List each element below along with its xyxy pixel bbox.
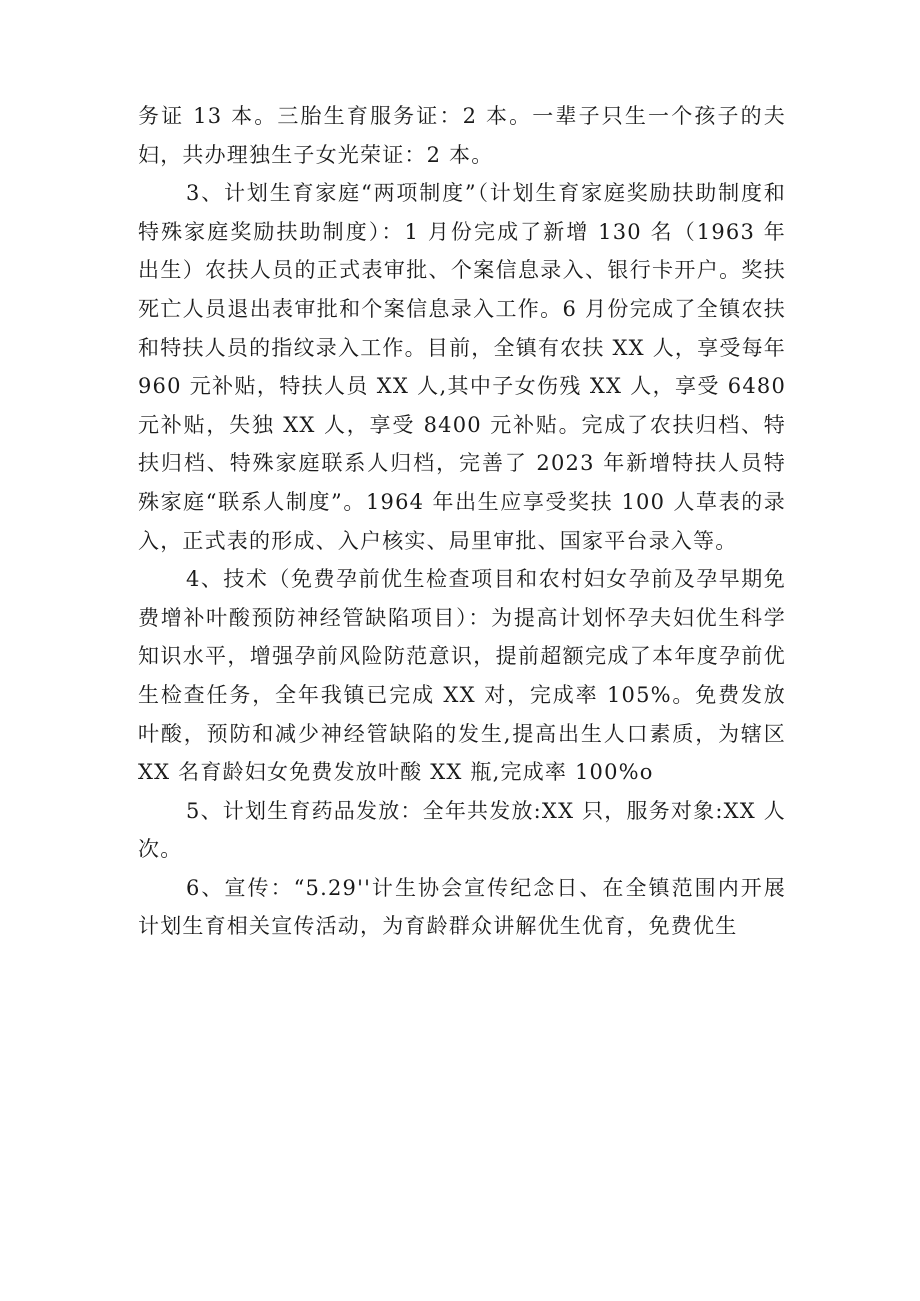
- paragraph-two-systems: 3、计划生育家庭“两项制度”（计划生育家庭奖励扶助制度和特殊家庭奖励扶助制度）：1 月份完成了新增 130 名（1963 年出生）农扶人员的正式表审批、个案信息录入、银行卡开户。奖扶死亡人员退出表审批和个案信息录入工作。6 月份完成了全镇农扶和特扶人员的指纹录入工作。目前，全镇有农扶 XX 人，享受每年 960 元补贴，特扶人员 XX 人,其中子女伤残 XX 人，享受 6480 元补贴，失独 XX 人，享受 8400 元补贴。完成了农扶归档、特扶归档、特殊家庭联系人归档，完善了 2023 年新增特扶人员特殊家庭“联系人制度”。1964 年出生应享受奖扶 100 人草表的录入，正式表的形成、入户核实、局里审批、国家平台录入等。: [138, 181, 786, 553]
- paragraph-continuation: 务证 13 本。三胎生育服务证：2 本。一辈子只生一个孩子的夫妇，共办理独生子女光荣证：2 本。: [138, 104, 786, 167]
- paragraph-publicity: 6、宣传：“5.29''计生协会宣传纪念日、在全镇范围内开展计划生育相关宣传活动，为育龄群众讲解优生优育，免费优生: [138, 875, 786, 939]
- paragraph-medicine-distribution: 5、计划生育药品发放：全年共发放:XX 只，服务对象:XX 人次。: [138, 798, 786, 862]
- paragraph-technical: 4、技术（免费孕前优生检查项目和农村妇女孕前及孕早期免费增补叶酸预防神经管缺陷项目）：为提高计划怀孕夫妇优生科学知识水平，增强孕前风险防范意识，提前超额完成了本年度孕前优生检查任务，全年我镇已完成 XX 对，完成率 105%。免费发放叶酸，预防和减少神经管缺陷的发生,提高出生人口素质，为辖区 XX 名育龄妇女免费发放叶酸 XX 瓶,完成率 100%o: [138, 567, 786, 785]
- document-body: [138, 97, 786, 946]
